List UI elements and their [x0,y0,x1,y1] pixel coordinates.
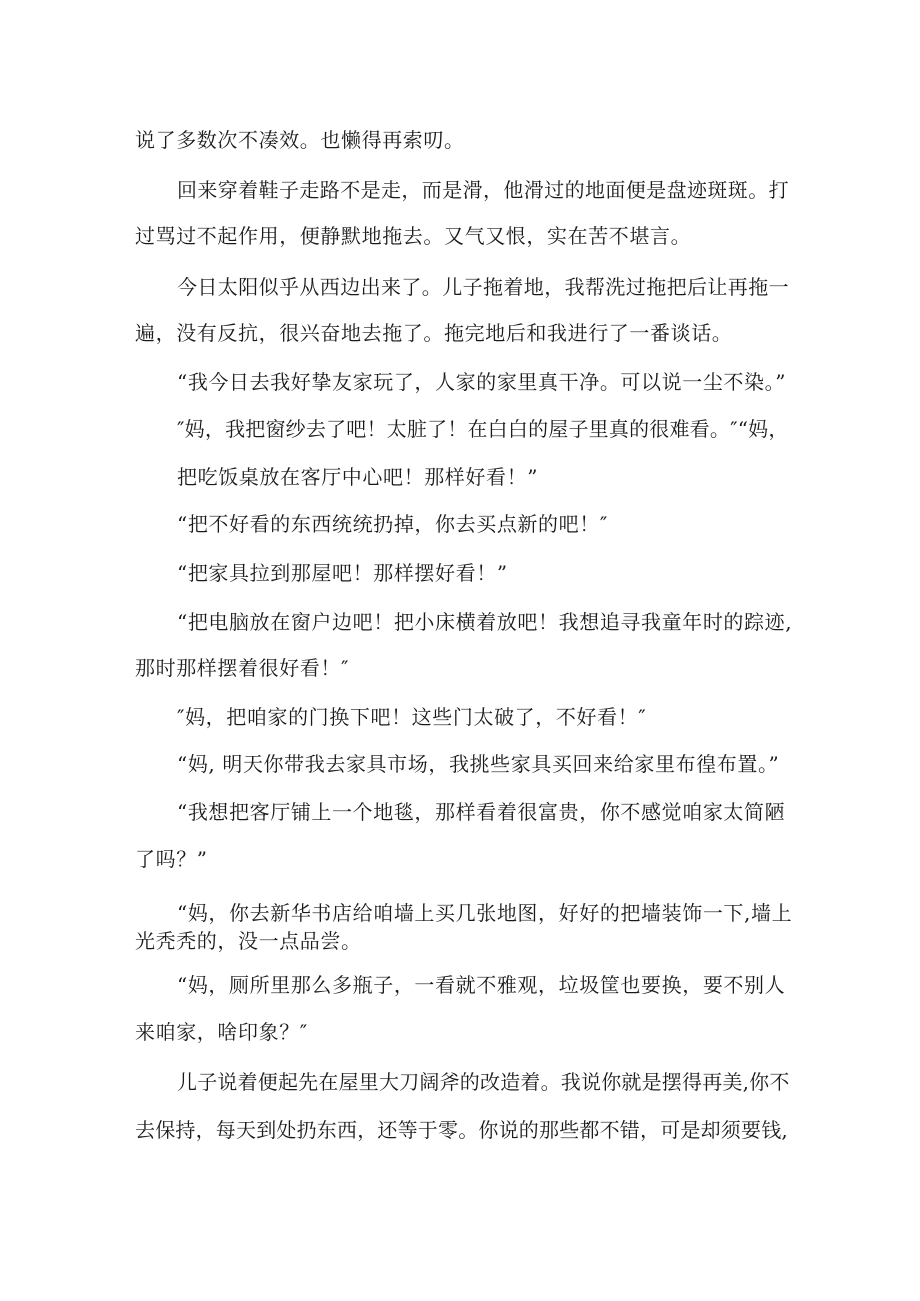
text-line: 了吗？” [135,847,208,871]
text-line: “把电脑放在窗户边吧！把小床横着放吧！我想追寻我童年时的踪迹, [177,610,793,634]
text-line: 把吃饭桌放在客厅中心吧！那样好看！” [177,465,539,489]
text-line: “把不好看的东西统统扔掉，你去买点新的吧！″ [177,512,608,536]
text-line: 过骂过不起作用，便静默地拖去。又气又恨，实在苦不堪言。 [135,224,692,248]
text-line: “妈, 明天你带我去家具市场，我挑些家具买回来给家里布徨布置。” [177,752,780,776]
text-line: “把家具拉到那屋吧！那样摆好看！” [177,561,508,585]
text-line: ″妈，我把窗纱去了吧！太脏了！在白白的屋子里真的很难看。″“妈， [177,417,789,441]
text-line: 今日太阳似乎从西边出来了。儿子拖着地，我帮洗过拖把后让再拖一 [177,275,789,299]
text-line: 那时那样摆着很好看！″ [135,656,350,680]
text-line: ″妈，把咱家的门换下吧！这些门太破了，不好看！″ [177,705,647,729]
text-line: “我今日去我好挚友家玩了，人家的家里真干净。可以说一尘不染。” [177,370,787,394]
text-line: “妈，你去新华书店给咱墙上买几张地图，好好的把墙装饰一下,墙上 [177,901,793,925]
text-line: 来咱家，啥印象？″ [135,1020,308,1044]
text-line: 去保持，每天到处扔东西，还等于零。你说的那些都不错，可是却须要钱, [135,1118,788,1142]
text-line: 光秃秃的，没一点品尝。 [135,929,362,953]
text-line: 回来穿着鞋子走路不是走，而是滑，他滑过的地面便是盘迹斑斑。打 [177,178,789,202]
text-line: 遍，没有反抗，很兴奋地去拖了。拖完地后和我进行了一番谈话。 [135,321,733,345]
text-line: “妈，厕所里那么多瓶子，一看就不雅观，垃圾筐也要换，要不别人 [177,973,786,997]
text-line: 儿子说着便起先在屋里大刀阔斧的改造着。我说你就是摆得再美,你不 [177,1070,790,1094]
text-line: “我想把客厅铺上一个地毯，那样看着很富贵，你不感觉咱家太简陋 [177,800,786,824]
text-line: 说了多数次不凑效。也懒得再索叨。 [135,128,465,152]
